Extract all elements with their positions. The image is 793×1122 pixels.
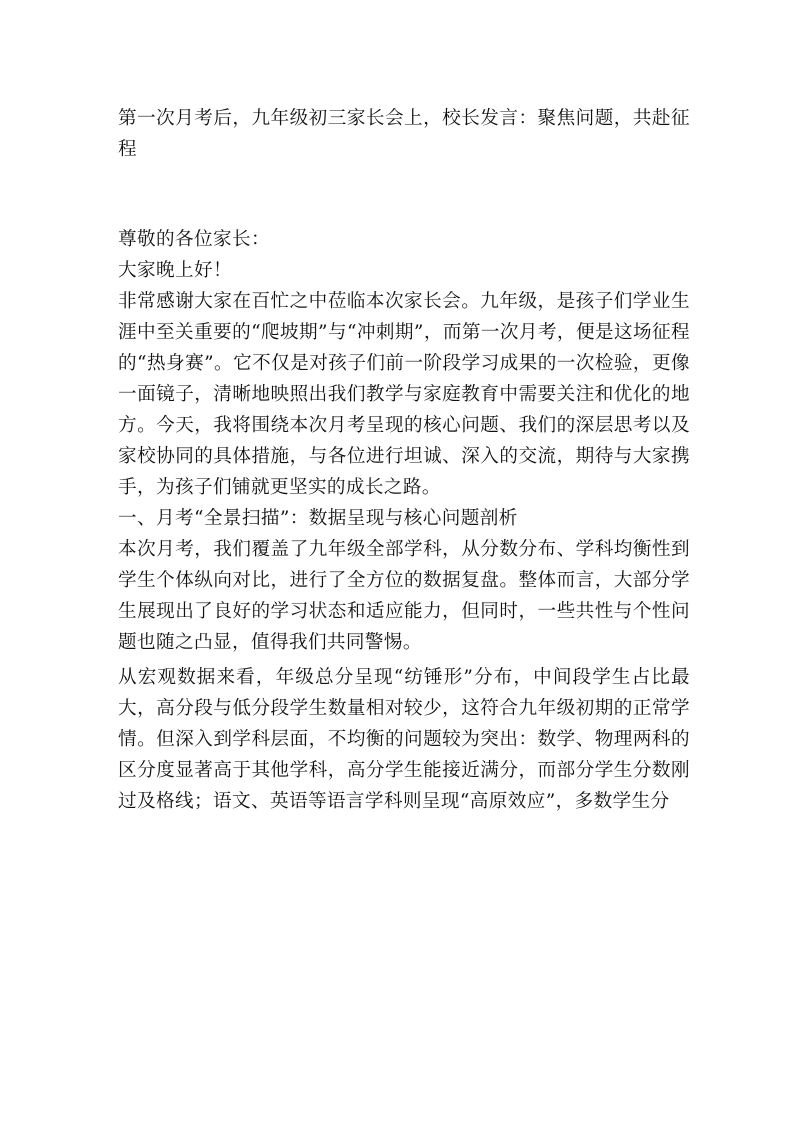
- intro-paragraph: 非常感谢大家在百忙之中莅临本次家长会。九年级，是孩子们学业生涯中至关重要的“爬坡期”与“冲刺期”，而第一次月考，便是这场征程的“热身赛”。它不仅是对孩子们前一阶段学习成果的一次检验，更像一面镜子，清晰地映照出我们教学与家庭教育中需要关注和优化的地方。今天，我将围绕本次月考呈现的核心问题、我们的深层思考以及家校协同的具体措施，与各位进行坦诚、深入的交流，期待与大家携手，为孩子们铺就更坚实的成长之路。: [118, 291, 690, 498]
- section-heading-1: 一、月考“全景扫描”：数据呈现与核心问题剖析: [118, 508, 518, 529]
- document-page: [118, 103, 690, 817]
- section-1-paragraph-2: 从宏观数据来看，年级总分呈现“纺锤形”分布，中间段学生占比最大，高分段与低分段学生数量相对较少，这符合九年级初期的正常学情。但深入到学科层面，不均衡的问题较为突出：数学、物理两科的区分度显著高于其他学科，高分学生能接近满分，而部分学生分数刚过及格线；语文、英语等语言学科则呈现“高原效应”，多数学生分: [118, 667, 690, 812]
- salutation: 尊敬的各位家长：: [118, 229, 270, 250]
- section-1-paragraph-1: 本次月考，我们覆盖了九年级全部学科，从分数分布、学科均衡性到学生个体纵向对比，进行了全方位的数据复盘。整体而言，大部分学生展现出了良好的学习状态和适应能力，但同时，一些共性与个性问题也随之凸显，值得我们共同警惕。: [118, 539, 690, 653]
- greeting: 大家晚上好！: [118, 260, 232, 281]
- document-title: 第一次月考后，九年级初三家长会上，校长发言：聚焦问题，共赴征程: [118, 108, 690, 160]
- title-spacer: [118, 165, 690, 224]
